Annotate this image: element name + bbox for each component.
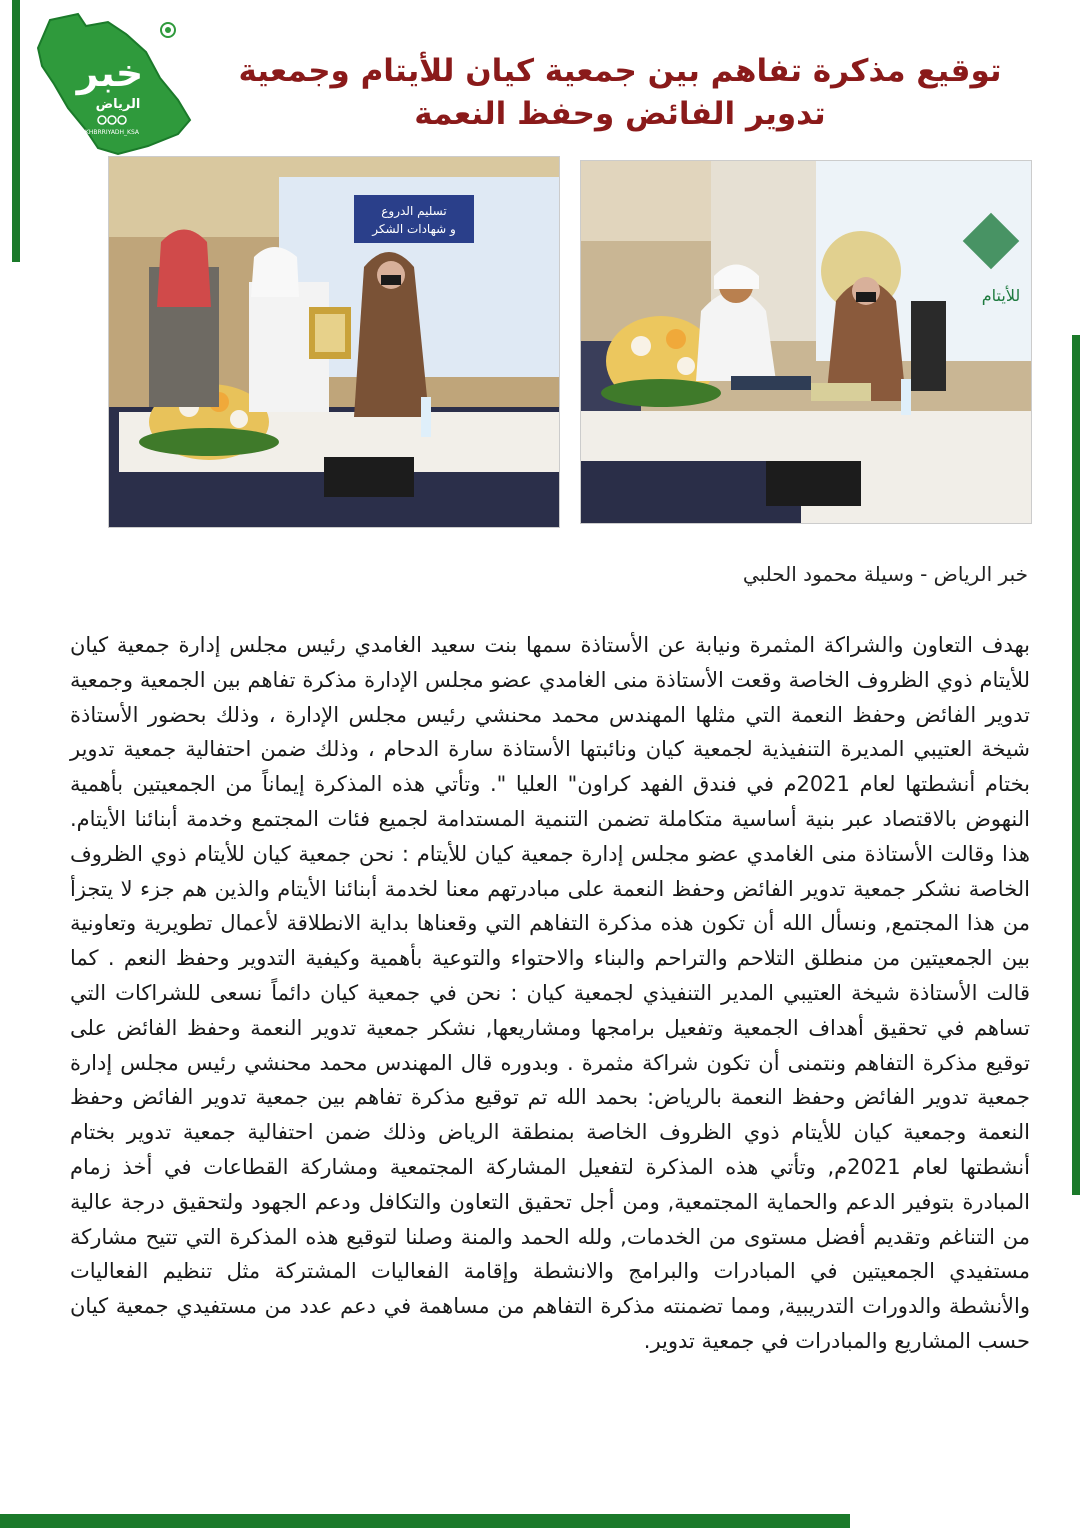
- logo-handle: KHBRRIYADH_KSA: [84, 129, 140, 136]
- article-byline: خبر الرياض - وسيلة محمود الحلبي: [742, 562, 1028, 586]
- article-title: توقيع مذكرة تفاهم بين جمعية كيان للأيتام وجمعية تدوير الفائض وحفظ النعمة: [238, 53, 1002, 132]
- photo-signing-ceremony: [580, 160, 1032, 524]
- right-accent-bar: [1072, 335, 1080, 1195]
- saudi-map-logo-icon: [28, 8, 198, 158]
- article-body: بهدف التعاون والشراكة المثمرة ونيابة عن الأستاذة سمها بنت سعيد الغامدي رئيس مجلس إدارة جمعية كيان للأيتام ذوي الظروف الخاصة وقعت الأستاذة منى الغامدي عضو مجلس الإدارة مذكرة تفاهم بين الجمعية وجمعية تدوير الفائض وحفظ النعمة التي مثلها المهندس محمد محنشي رئيس مجلس الإدارة ، وذلك بحضور الأستاذة شيخة العتيبي المديرة التنفيذية لجمعية كيان ونائبتها الأستاذة سارة الدحام ، وذلك ضمن احتفالية جمعية تدوير بختام أنشطتها لعام 2021م في فندق الفهد كراون" العليا ". وتأتي هذه المذكرة إيماناً من الجمعيتين بأهمية النهوض بالاقتصاد عبر بنية أساسية متكاملة تضمن التنمية المستدامة لجميع فئات المجتمع وخدمة أبنائنا الأيتام. هذا وقالت الأستاذة منى الغامدي عضو مجلس إدارة جمعية كيان للأيتام : نحن جمعية كيان للأيتام ذوي الظروف الخاصة نشكر جمعية تدوير الفائض وحفظ النعمة على مبادرتهم معنا لخدمة أبنائنا الأيتام والذين هم جزء لا يتجزأ من هذا المجتمع, ونسأل الله أن تكون هذه مذكرة التفاهم التي وقعناها بداية الانطلاقة لأعمال تطويرية وتعاونية بين الجمعيتين من منطلق التلاحم والتراحم والبناء والاحتواء والتوعية بأهمية وكيفية التدوير وحفظ النعم . كما قالت الأستاذة شيخة العتيبي المدير التنفيذي لجمعية كيان : نحن في جمعية كيان دائماً نسعى للشراكات التي تساهم في تحقيق أهداف الجمعية وتفعيل برامجها ومشاريعها, نشكر جمعية تدوير النعمة وحفظ الفائض على توقيع مذكرة التفاهم ونتمنى أن تكون شراكة مثمرة . وبدوره قال المهندس محمد محنشي رئيس مجلس إدارة جمعية تدوير الفائض وحفظ النعمة بالرياض: بحمد الله تم توقيع مذكرة تفاهم بين جمعية تدوير الفائض وحفظ النعمة وجمعية كيان للأيتام ذوي الظروف الخاصة بمنطقة الرياض وذلك ضمن احتفالية جمعية تدوير بختام أنشطتها لعام 2021م, وتأتي هذه المذكرة لتفعيل المشاركة المجتمعية ومشاركة القطاعات في أخذ زمام المبادرة بتوفير الدعم والحماية المجتمعية, ومن أجل تحقيق التعاون والتكافل ودعم الجهود ولتحقيق درجة عالية من التناغم وتقديم أفضل مستوى من الخدمات, ولله الحمد والمنة وصلنا لتوقيع هذه المذكرة التي تتيح مشاركة مستفيدي الجمعيتين في المبادرات والبرامج والانشطة وإقامة الفعاليات المشتركة مثل تنظيم الفعاليات والأنشطة والدورات التدريبية, ومما تضمنته مذكرة التفاهم من مساهمة في دعم عدد من مستفيدي جمعية كيان حسب المشاريع والمبادرات في جمعية تدوير.: [70, 633, 1030, 1353]
- logo-name: خبر: [76, 51, 144, 95]
- screen-text: للأيتام: [981, 286, 1021, 305]
- logo-city: الرياض: [95, 97, 141, 112]
- photo-award-ceremony: [108, 156, 560, 528]
- site-logo[interactable]: [28, 8, 198, 158]
- bottom-accent-bar: [0, 1514, 850, 1528]
- screen-text-line1: تسليم الدروع: [381, 204, 447, 218]
- screen-text-line2: و شهادات الشكر: [372, 222, 456, 236]
- left-accent-bar: [12, 0, 20, 262]
